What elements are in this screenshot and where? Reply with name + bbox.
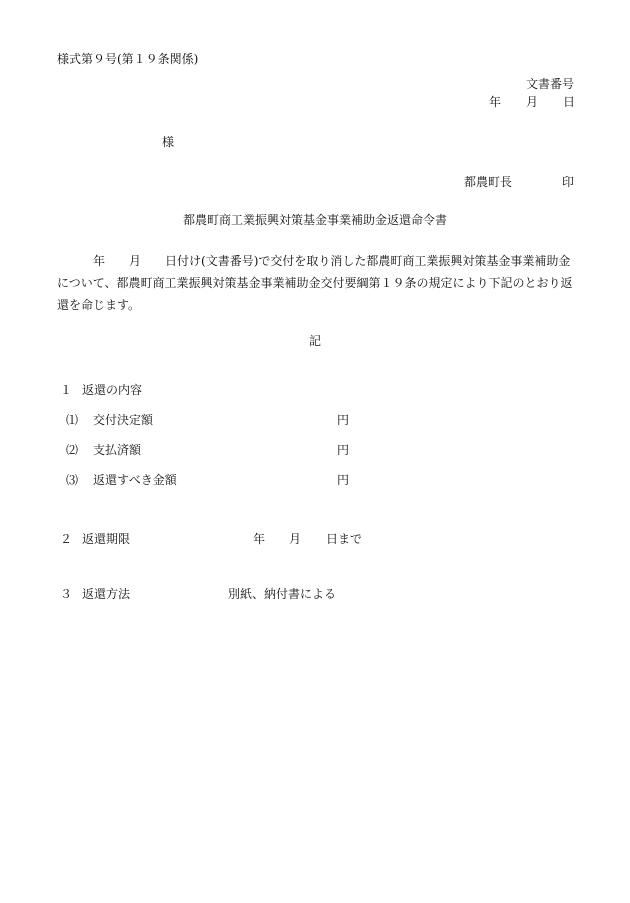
body-text: 日付け(文書番号)で交付を取り消した都農町商工業振興対策基金事業補助金について、都農町商工業振興対策基金事業補助金交付要綱第１９条の規定により下記のとおり返還を命じます。 xyxy=(57,254,573,312)
item-unit: 円 xyxy=(337,443,350,457)
body-paragraph xyxy=(57,250,575,316)
item-number: ⑵ xyxy=(66,443,79,457)
item-number: ⑶ xyxy=(66,473,79,487)
section-1-number: １ xyxy=(60,383,73,397)
item-label: 返還すべき金額 xyxy=(93,473,177,487)
item-unit: 円 xyxy=(337,473,350,487)
date-year: 年 xyxy=(489,95,502,109)
document-title: 都農町商工業振興対策基金事業補助金返還命令書 xyxy=(182,213,447,227)
seal: 印 xyxy=(562,175,575,189)
form-number: 様式第９号(第１９条関係) xyxy=(57,52,199,66)
section-1-heading: 返還の内容 xyxy=(82,383,143,397)
date-month: 月 xyxy=(526,95,539,109)
document-number-label: 文書番号 xyxy=(526,77,575,91)
section-3-number: ３ xyxy=(60,587,73,601)
date-day: 日 xyxy=(563,95,576,109)
section-2-number: ２ xyxy=(60,532,73,546)
body-year: 年 xyxy=(93,254,106,268)
addressee-suffix: 様 xyxy=(162,135,175,149)
deadline-day-until: 日まで xyxy=(326,532,363,546)
body-month: 月 xyxy=(129,254,142,268)
ki-heading: 記 xyxy=(308,334,321,348)
section-3-heading: 返還方法 xyxy=(82,587,131,601)
return-method: 別紙、納付書による xyxy=(228,587,337,601)
item-number: ⑴ xyxy=(66,413,79,427)
item-unit: 円 xyxy=(337,413,350,427)
deadline-month: 月 xyxy=(289,532,302,546)
item-label: 交付決定額 xyxy=(93,413,154,427)
issuer: 都農町長 xyxy=(464,175,513,189)
deadline-year: 年 xyxy=(253,532,266,546)
section-2-heading: 返還期限 xyxy=(82,532,131,546)
item-label: 支払済額 xyxy=(93,443,142,457)
